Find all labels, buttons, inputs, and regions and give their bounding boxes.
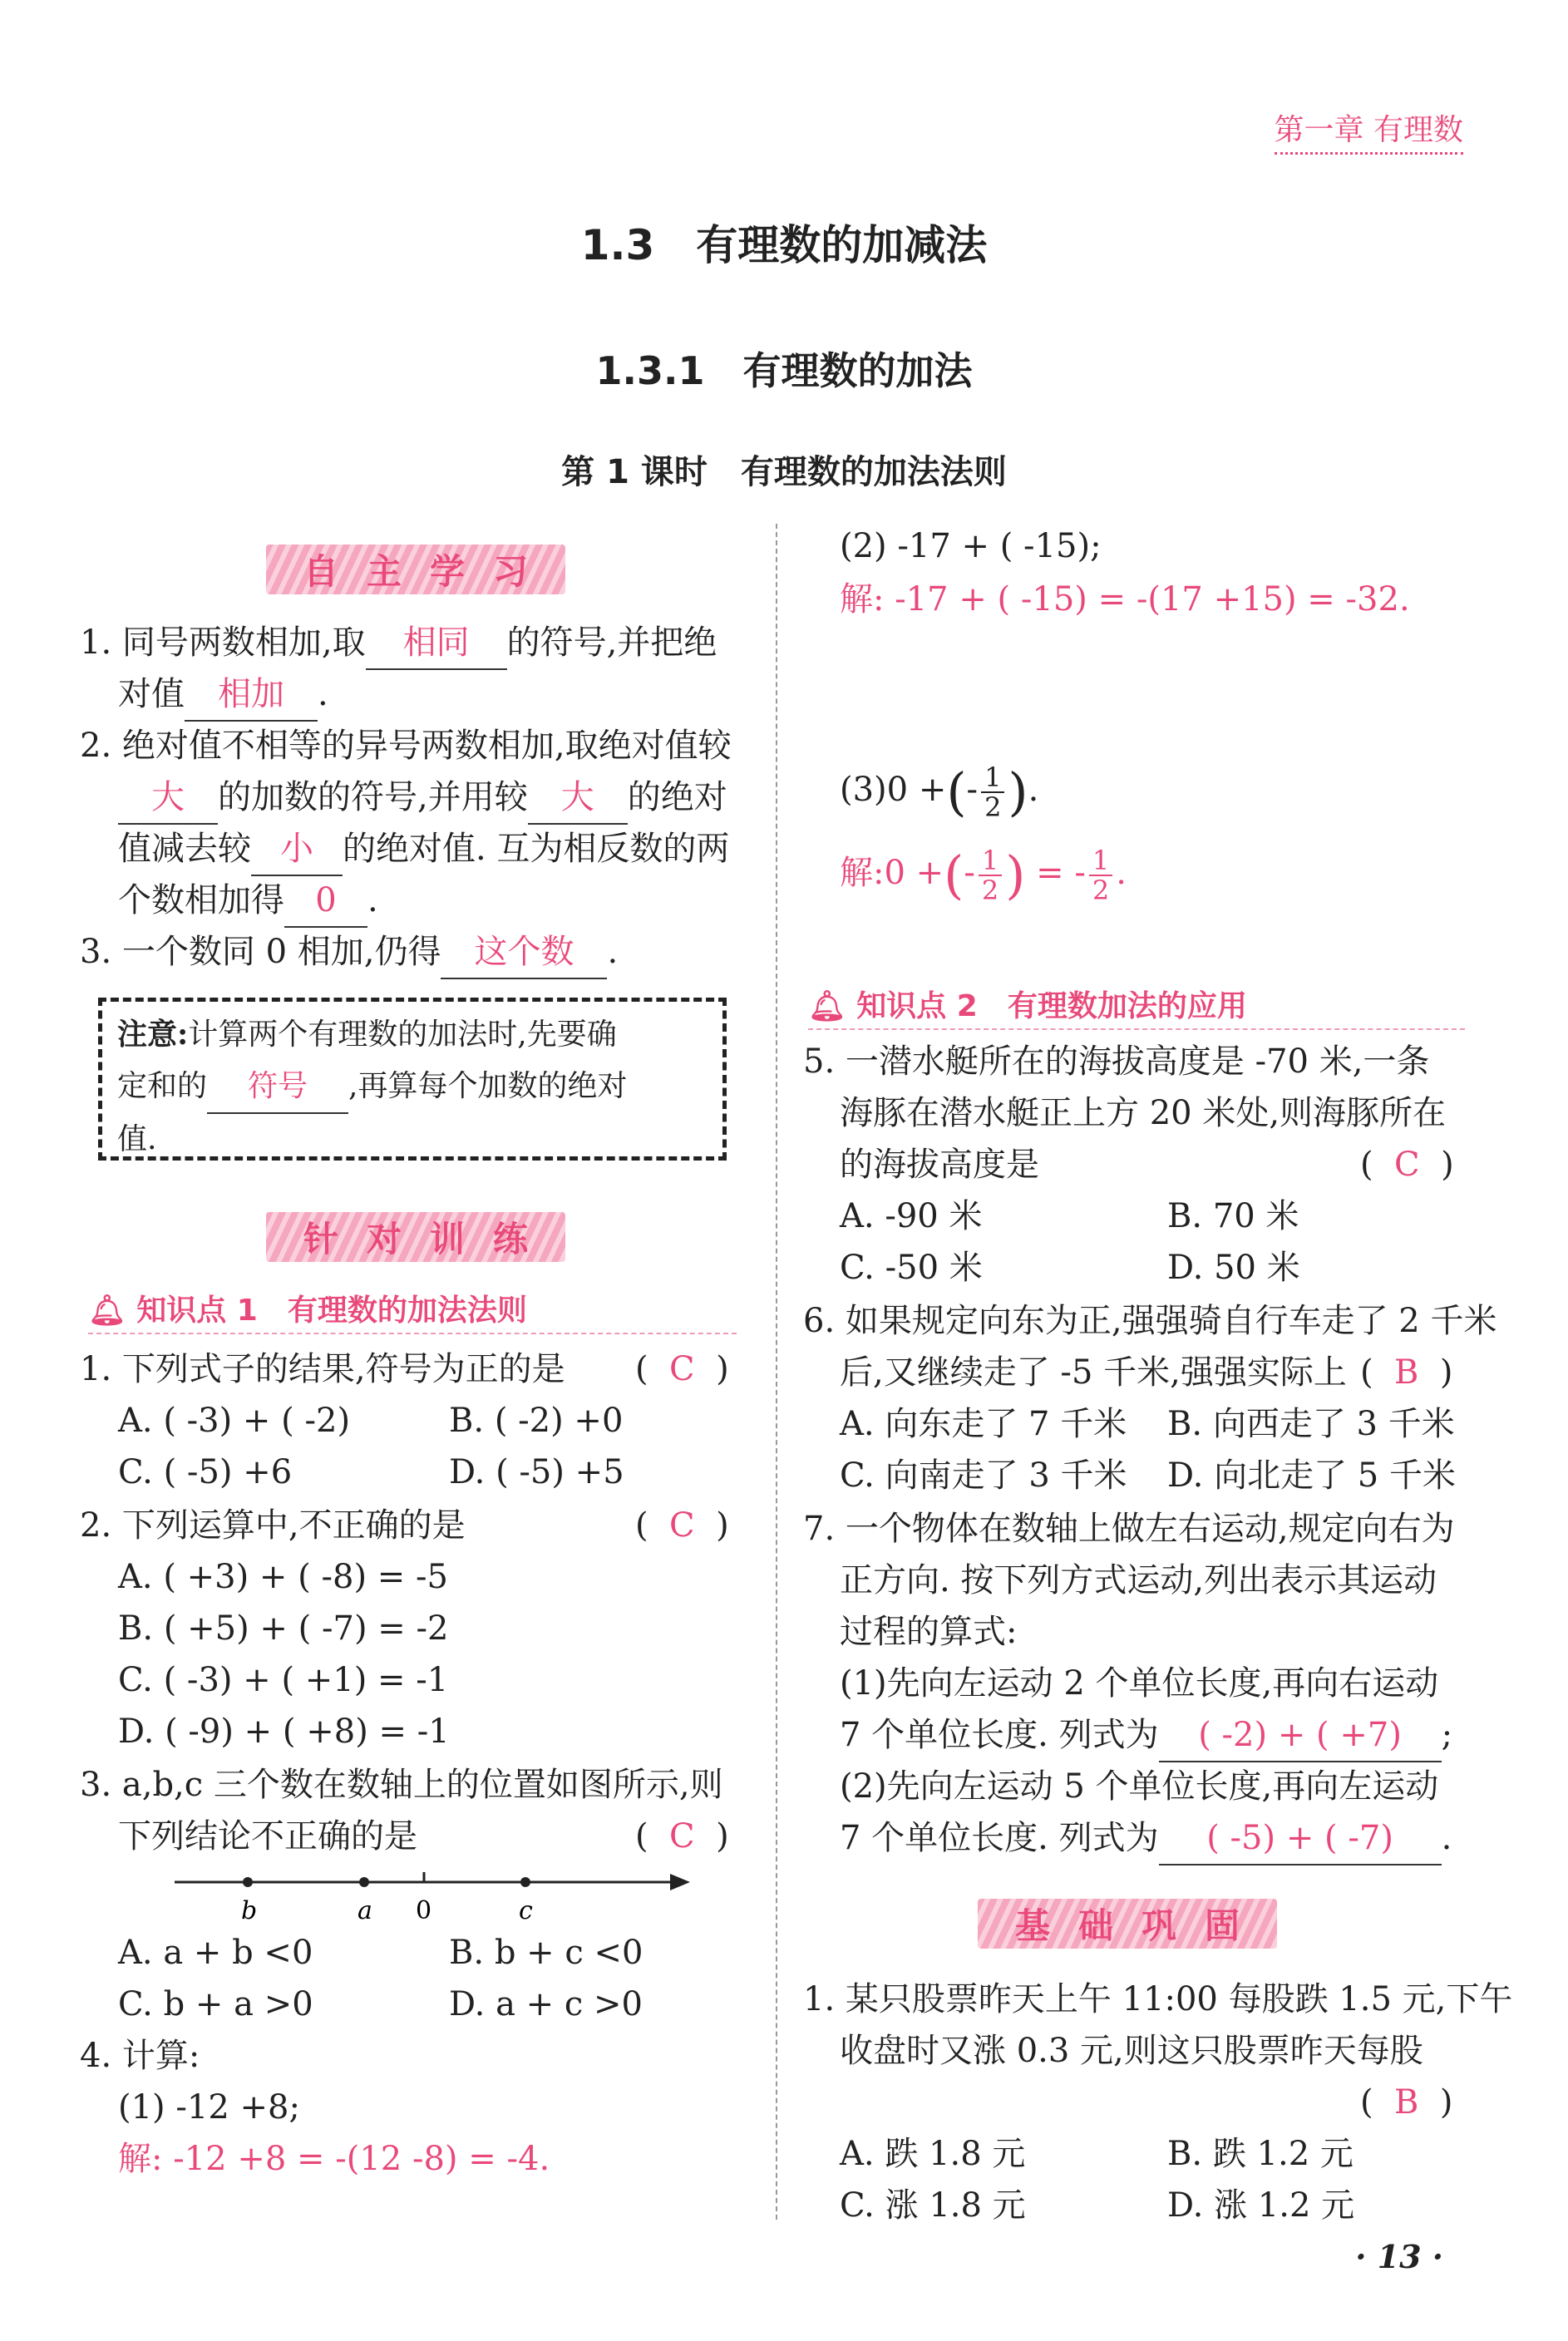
note-box: 注意:计算两个有理数的加法时,先要确 定和的 符号 ,再算每个加数的绝对 值.	[98, 998, 727, 1161]
q4-solution2: 解: -17 + ( -15) = -(17 +15) = -32.	[840, 580, 1410, 619]
q2-option-c: C. ( -3) + ( +1) = -1	[118, 1661, 449, 1699]
basic-q1-answer: ( B )	[1360, 2083, 1453, 2122]
q7-line3: 过程的算式:	[840, 1613, 1018, 1651]
q7-line2: 正方向. 按下列方式运动,列出表示其运动	[840, 1561, 1437, 1599]
q3-option-a: A. a + b <0	[118, 1934, 313, 1972]
q6-option-a: A. 向东走了 7 千米	[840, 1405, 1127, 1443]
blank-answer: 大	[528, 771, 628, 825]
basic-q1-line1: 1. 某只股票昨天上午 11:00 每股跌 1.5 元,下午	[803, 1980, 1513, 2018]
q5-line2: 海豚在潜水艇正上方 20 米处,则海豚所在	[840, 1094, 1447, 1132]
bell-icon: 🔔︎	[808, 989, 846, 1023]
q5-line3: 的海拔高度是	[840, 1146, 1039, 1184]
blank-answer: ( -5) + ( -7)	[1159, 1812, 1442, 1865]
q3-option-b: B. b + c <0	[449, 1934, 643, 1972]
q4-stem: 4. 计算:	[80, 2037, 200, 2075]
basic-q1-option-d: D. 涨 1.2 元	[1167, 2186, 1355, 2225]
q7-part1-line2: 7 个单位长度. 列式为 ( -2) + ( +7) ;	[840, 1709, 1452, 1762]
q3-answer: ( C )	[635, 1817, 729, 1856]
q6-line1: 6. 如果规定向东为正,强强骑自行车走了 2 千米	[803, 1302, 1497, 1340]
blank-answer: 小	[251, 823, 343, 876]
q3-option-c: C. b + a >0	[118, 1985, 313, 2023]
fraction: $\frac{1}{2}$	[1089, 846, 1112, 904]
knowledge-point-1: 🔔︎ 知识点 1 有理数的加法法则	[88, 1287, 737, 1334]
blank-answer: 相同	[366, 617, 507, 670]
q2-option-a: A. ( +3) + ( -8) = -5	[118, 1558, 448, 1596]
q5-option-c: C. -50 米	[840, 1249, 983, 1287]
q2-stem: 2. 下列运算中,不正确的是	[80, 1506, 466, 1545]
chapter-header: 第一章 有理数	[1275, 106, 1463, 155]
q2-option-d: D. ( -9) + ( +8) = -1	[118, 1713, 450, 1751]
q7-line1: 7. 一个物体在数轴上做左右运动,规定向右为	[803, 1510, 1455, 1548]
section-title: 1.3 有理数的加减法	[580, 221, 988, 269]
blank-answer: 这个数	[441, 926, 607, 979]
q5-answer: ( C )	[1360, 1146, 1454, 1184]
lesson-title: 第 1 课时 有理数的加法法则	[561, 453, 1007, 491]
self-study-banner: 自主学习	[266, 545, 565, 594]
q7-part2-line2: 7 个单位长度. 列式为 ( -5) + ( -7) .	[840, 1812, 1452, 1865]
q4-part3: (3)0 +(- $\frac{1}{2}$ ).	[840, 761, 1039, 823]
q6-option-c: C. 向南走了 3 千米	[840, 1456, 1127, 1495]
basic-q1-option-b: B. 跌 1.2 元	[1167, 2135, 1354, 2173]
blank-answer: 符号	[207, 1061, 348, 1114]
self-study-q2-line2: 大 的加数的符号,并用较 大 的绝对	[118, 771, 727, 825]
q5-option-d: D. 50 米	[1167, 1249, 1300, 1287]
self-study-q2-line3: 值减去较 小 的绝对值. 互为相反数的两	[118, 823, 729, 876]
q6-option-b: B. 向西走了 3 千米	[1167, 1405, 1455, 1443]
q1-option-a: A. ( -3) + ( -2)	[118, 1402, 351, 1440]
fraction: $\frac{1}{2}$	[981, 763, 1004, 821]
blank-answer: 大	[118, 771, 218, 825]
q5-option-b: B. 70 米	[1167, 1197, 1299, 1235]
point-a	[359, 1877, 369, 1887]
q3-stem-line2: 下列结论不正确的是	[118, 1817, 417, 1856]
blank-answer: ( -2) + ( +7)	[1159, 1709, 1442, 1762]
q1-stem: 1. 下列式子的结果,符号为正的是	[80, 1350, 565, 1388]
q4-part1: (1) -12 +8;	[118, 2088, 300, 2127]
number-line	[166, 1859, 698, 1925]
self-study-q2-line1: 2. 绝对值不相等的异号两数相加,取绝对值较	[80, 727, 732, 765]
q4-solution1: 解: -12 +8 = -(12 -8) = -4.	[118, 2140, 550, 2178]
q1-option-b: B. ( -2) +0	[449, 1402, 624, 1440]
q3-option-d: D. a + c >0	[449, 1985, 643, 2023]
blank-answer: 0	[284, 875, 367, 928]
q1-answer: ( C )	[635, 1350, 729, 1388]
label-zero: 0	[416, 1896, 432, 1925]
fraction: $\frac{1}{2}$	[979, 846, 1002, 904]
q7-part1-line1: (1)先向左运动 2 个单位长度,再向右运动	[840, 1664, 1439, 1703]
basic-q1-option-a: A. 跌 1.8 元	[840, 2135, 1026, 2173]
note-label: 注意:	[117, 1017, 189, 1052]
q4-solution3: 解:0 +(- $\frac{1}{2}$ ) = - $\frac{1}{2}$ .	[840, 845, 1127, 906]
basic-q1-line2: 收盘时又涨 0.3 元,则这只股票昨天每股	[840, 2032, 1423, 2070]
q1-option-c: C. ( -5) +6	[118, 1453, 293, 1491]
q6-line2: 后,又继续走了 -5 千米,强强实际上	[840, 1353, 1347, 1392]
self-study-q1-line1: 1. 同号两数相加,取 相同 的符号,并把绝	[80, 617, 717, 670]
basic-banner: 基础巩固	[978, 1899, 1277, 1949]
q4-part2: (2) -17 + ( -15);	[840, 527, 1102, 565]
page-number: · 13 ·	[1355, 2238, 1443, 2275]
point-c	[520, 1877, 530, 1887]
self-study-q1-line2: 对值 相加 .	[118, 668, 328, 722]
column-divider	[776, 524, 777, 2220]
self-study-q2-line4: 个数相加得 0 .	[118, 875, 378, 928]
q6-option-d: D. 向北走了 5 千米	[1167, 1456, 1456, 1495]
q6-answer: ( B )	[1360, 1353, 1453, 1392]
label-c: c	[519, 1896, 533, 1925]
subsection-title: 1.3.1 有理数的加法	[595, 348, 973, 393]
self-study-q3: 3. 一个数同 0 相加,仍得 这个数 .	[80, 926, 618, 979]
training-banner: 针对训练	[266, 1212, 565, 1262]
q5-line1: 5. 一潜水艇所在的海拔高度是 -70 米,一条	[803, 1042, 1430, 1081]
q2-answer: ( C )	[635, 1506, 729, 1545]
label-b: b	[241, 1896, 258, 1925]
q2-option-b: B. ( +5) + ( -7) = -2	[118, 1609, 449, 1648]
knowledge-point-2: 🔔︎ 知识点 2 有理数加法的应用	[808, 983, 1465, 1030]
q5-option-a: A. -90 米	[840, 1197, 983, 1235]
axis-arrow	[670, 1874, 690, 1890]
q1-option-d: D. ( -5) +5	[449, 1453, 624, 1491]
label-a: a	[357, 1896, 372, 1925]
bell-icon: 🔔︎	[88, 1294, 126, 1328]
basic-q1-option-c: C. 涨 1.8 元	[840, 2186, 1026, 2225]
blank-answer: 相加	[185, 668, 318, 722]
q7-part2-line1: (2)先向左运动 5 个单位长度,再向左运动	[840, 1767, 1439, 1806]
q3-stem-line1: 3. a,b,c 三个数在数轴上的位置如图所示,则	[80, 1766, 723, 1804]
point-b	[243, 1877, 253, 1887]
